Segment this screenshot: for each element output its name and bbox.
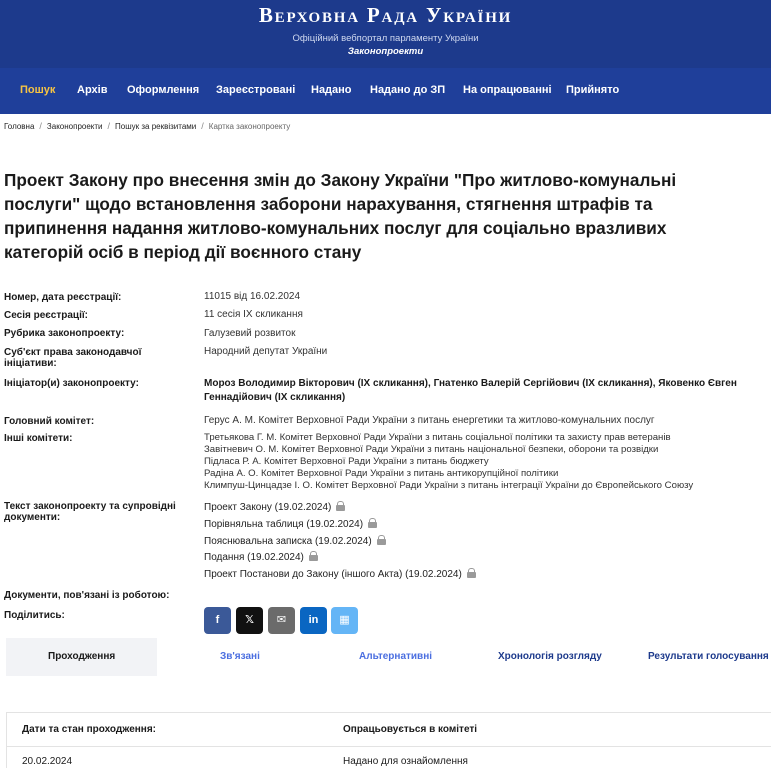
lock-icon bbox=[377, 535, 386, 545]
nav-item-submitted-to-zp[interactable]: Надано до ЗП bbox=[370, 84, 446, 96]
breadcrumb-separator: / bbox=[107, 121, 111, 131]
main-committee-label: Головний комітет: bbox=[4, 416, 95, 427]
other-committees-label: Інші комітети: bbox=[4, 433, 73, 444]
breadcrumb-home[interactable]: Головна bbox=[4, 122, 35, 131]
tab-related[interactable]: Зв'язані bbox=[220, 651, 260, 662]
table-header-dates: Дати та стан проходження: bbox=[22, 724, 156, 735]
document-link[interactable] bbox=[204, 501, 345, 513]
tab-chronology[interactable]: Хронологія розгляду bbox=[498, 651, 602, 662]
other-committee-item: Радіна А. О. Комітет Верховної Ради України з питань антикорупційної політики bbox=[204, 468, 559, 479]
share-label: Поділитись: bbox=[4, 610, 65, 621]
document-title: Проект Постанови до Закону (іншого Акта) (19.02.2024) bbox=[204, 569, 462, 580]
lock-icon bbox=[467, 568, 476, 578]
number-value: 11015 від 16.02.2024 bbox=[204, 291, 301, 302]
main-nav bbox=[0, 68, 771, 114]
page-title: Проект Закону про внесення змін до Закону України "Про житлово-комунальні послуги" щодо встановлення заборони нарахування, стягнення штрафів та припинення надання житлово-комунальних послуг для соціально вразливих категорій осіб в період дії воєнного стану bbox=[4, 170, 677, 262]
rubric-label: Рубрика законопроекту: bbox=[4, 328, 125, 339]
main-committee-value: Герус А. М. Комітет Верховної Ради України з питань енергетики та житлово-комунальних послуг bbox=[204, 415, 655, 426]
other-committee-item: Климпуш-Цинцадзе І. О. Комітет Верховної Ради України з питань інтеграції України до Європейського Союзу bbox=[204, 480, 694, 491]
other-committees-list bbox=[204, 432, 693, 492]
tab-alternative[interactable]: Альтернативні bbox=[359, 651, 433, 662]
document-title: Порівняльна таблиця (19.02.2024) bbox=[204, 519, 364, 530]
site-subtitle: Офіційний вебпортал парламенту України bbox=[292, 33, 479, 44]
table-header-status: Опрацьовується в комітеті bbox=[343, 724, 478, 735]
x-icon: 𝕏 bbox=[245, 614, 254, 626]
session-label: Сесія реєстрації: bbox=[4, 310, 88, 321]
other-committee-item: Підласа Р. А. Комітет Верховної Ради України з питань бюджету bbox=[204, 456, 489, 467]
document-link[interactable] bbox=[204, 568, 476, 580]
table-cell-date: 20.02.2024 bbox=[22, 756, 73, 767]
share-qr-button[interactable] bbox=[331, 607, 358, 634]
linkedin-icon: in bbox=[308, 614, 319, 626]
related-docs-label: Документи, пов'язані із роботою: bbox=[4, 590, 170, 601]
document-title: Подання (19.02.2024) bbox=[204, 552, 304, 563]
initiators-label: Ініціатор(и) законопроекту: bbox=[4, 378, 139, 389]
table-cell-status: Надано для ознайомлення bbox=[343, 756, 468, 767]
site-title[interactable]: Верховна Рада України bbox=[258, 3, 513, 27]
share-email-button[interactable] bbox=[268, 607, 295, 634]
share-x-button[interactable] bbox=[236, 607, 263, 634]
other-committee-item: Завітневич О. М. Комітет Верховної Ради України з питань національної безпеки, оборони та розвідки bbox=[204, 444, 659, 455]
table-row-divider bbox=[7, 746, 771, 747]
nav-item-in-progress[interactable]: На опрацюванні bbox=[463, 84, 552, 96]
qr-code-icon: ▦ bbox=[339, 614, 350, 626]
lock-icon bbox=[368, 518, 377, 528]
documents-label: Текст законопроекту та супровідні документи: bbox=[4, 501, 176, 523]
tab-bar bbox=[0, 636, 771, 678]
number-label: Номер, дата реєстрації: bbox=[4, 292, 122, 303]
nav-item-adopted[interactable]: Прийнято bbox=[566, 84, 620, 96]
lock-icon bbox=[309, 551, 318, 561]
subject-value: Народний депутат України bbox=[204, 346, 328, 357]
nav-item-archive[interactable]: Архів bbox=[77, 84, 108, 96]
breadcrumb-separator: / bbox=[201, 121, 204, 131]
nav-item-search[interactable]: Пошук bbox=[20, 84, 56, 96]
tab-progress[interactable]: Проходження bbox=[48, 651, 116, 662]
breadcrumb-bills[interactable]: Законопроекти bbox=[46, 122, 103, 131]
breadcrumb-search[interactable]: Пошук за реквізитами bbox=[115, 122, 197, 131]
breadcrumb bbox=[4, 121, 290, 131]
session-value: 11 сесія IX скликання bbox=[204, 309, 303, 320]
tab-voting-results[interactable]: Результати голосування bbox=[648, 651, 769, 662]
document-link[interactable] bbox=[204, 535, 386, 547]
breadcrumb-separator: / bbox=[39, 121, 42, 131]
email-icon: ✉ bbox=[276, 614, 287, 626]
rubric-value: Галузевий розвиток bbox=[204, 328, 296, 339]
site-header bbox=[0, 0, 771, 68]
nav-item-drafting[interactable]: Оформлення bbox=[127, 84, 200, 96]
nav-item-submitted[interactable]: Надано bbox=[311, 84, 352, 96]
share-linkedin-button[interactable] bbox=[300, 607, 327, 634]
other-committee-item: Третьякова Г. М. Комітет Верховної Ради України з питань соціальної політики та захисту прав ветеранів bbox=[204, 432, 671, 443]
facebook-icon: f bbox=[215, 614, 220, 626]
document-title: Пояснювальна записка (19.02.2024) bbox=[204, 536, 372, 547]
initiators-value[interactable]: Мороз Володимир Вікторович (IX скликання), Гнатенко Валерій Сергійович (IX скликання), Яковенко Євген Геннадійович (IX скликання) bbox=[204, 378, 737, 403]
breadcrumb-current: Картка законопроекту bbox=[208, 122, 291, 131]
lock-icon bbox=[336, 501, 345, 511]
document-title: Проект Закону (19.02.2024) bbox=[204, 502, 332, 513]
document-link[interactable] bbox=[204, 551, 318, 563]
share-facebook-button[interactable] bbox=[204, 607, 231, 634]
document-link[interactable] bbox=[204, 518, 377, 530]
nav-item-registered[interactable]: Зареєстровані bbox=[216, 84, 296, 96]
subject-label: Суб'єкт права законодавчої ініціативи: bbox=[4, 347, 142, 369]
site-section-name: Законопроекти bbox=[347, 46, 424, 57]
